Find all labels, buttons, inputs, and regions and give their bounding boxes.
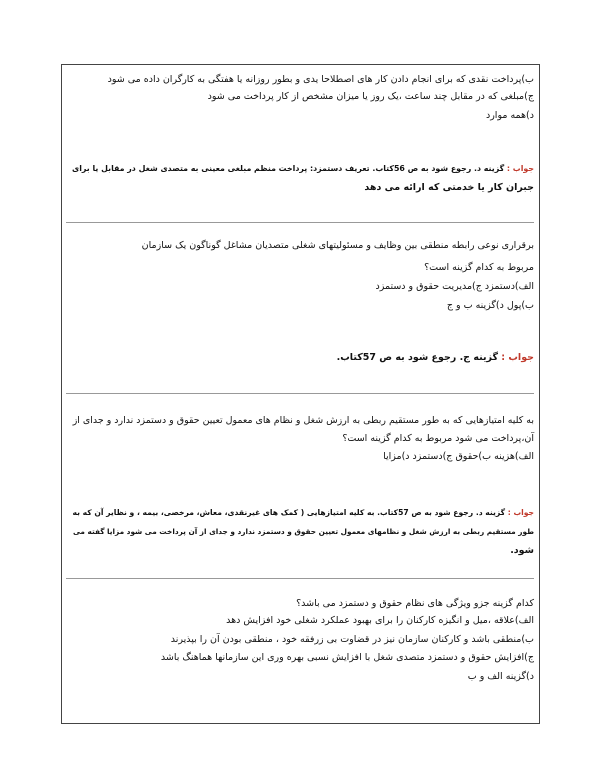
separator <box>66 222 534 223</box>
q4-option-c: ج)افزایش حقوق و دستمزد متصدی شغل با افزایش نسبی بهره وری این سازمانها هماهنگ باشد <box>160 652 534 663</box>
q3-question: به کلیه امتیازهایی که به طور مستقیم ربطی به ارزش شغل و نظام های معمول تعیین حقوق و دستمزد ندارد و جدای از <box>72 415 534 426</box>
q3-answer-cont: طور مستقیم ربطی به ارزش شغل و نظامهای معمول تعیین حقوق و دستمزد ندارد و جدای از آن پرداخت می شود مزایا گفته می <box>73 527 534 536</box>
q2-question-cont: مربوط به کدام گزینه است؟ <box>424 262 534 273</box>
q4-option-d: د)گزینه الف و ب <box>467 671 534 682</box>
answer-label: جواب : <box>501 352 534 363</box>
q4-question: کدام گزینه جزو ویژگی های نظام حقوق و دستمزد می باشد؟ <box>296 598 534 609</box>
q1-option-d: د)همه موارد <box>485 110 534 121</box>
q2-option-1: الف)دستمزد ج)مدیریت حقوق و دستمزد <box>375 281 534 292</box>
q3-answer <box>73 507 534 519</box>
q3-option-1: الف)هزینه ب)حقوق ج)دستمزد د)مزایا <box>383 451 534 462</box>
q1-answer <box>72 163 534 175</box>
q3-question-cont: آن،پرداخت می شود مربوط به کدام گزینه است؟ <box>342 433 534 444</box>
q2-answer <box>337 352 534 364</box>
q4-option-a: الف)علاقه ،میل و انگیزه کارکنان را برای بهبود عملکرد شغلی خود افزایش دهد <box>226 615 534 626</box>
q1-answer-cont: جبران کار یا خدمتی که ارائه می دهد <box>364 182 534 193</box>
q2-option-2: ب)پول د)گزینه ب و ج <box>446 300 534 311</box>
answer-label: جواب : <box>507 508 534 517</box>
separator <box>66 578 534 579</box>
q1-option-b: ب)پرداخت نقدی که برای انجام دادن کار های اصطلاحا یدی و بطور روزانه یا هفتگی به کارگران داده می شود <box>107 74 534 85</box>
separator <box>66 393 534 394</box>
answer-text: گزینه د. رجوع شود به ص 56کتاب. تعریف دستمزد: پرداخت منظم مبلغی معینی به متصدی شغل در مقابل یا برای <box>71 164 507 173</box>
answer-text: گزینه د. رجوع شود به ص 57کتاب. به کلیه امتیازهایی ( کمک های غیرنقدی، معاش، مرخصی، بیمه ، و نظایر آن که به <box>72 508 508 517</box>
q4-option-b: ب)منطقی باشد و کارکنان سازمان نیز در قضاوت بی زرفقه خود ، منطقی بودن آن را بپذیرند <box>170 634 534 645</box>
q1-option-c: ج)مبلغی که در مقابل چند ساعت ،یک روز یا میزان مشخص از کار پرداخت می شود <box>207 91 534 102</box>
answer-text: گزینه ج. رجوع شود به ص 57کتاب. <box>336 352 502 363</box>
answer-label: جواب : <box>506 164 534 173</box>
q3-answer-cont-2: شود. <box>510 545 534 556</box>
q2-question: برقراری نوعی رابطه منطقی بین وظایف و مسئولیتهای شغلی متصدیان مشاغل گوناگون یک سازمان <box>141 240 534 251</box>
